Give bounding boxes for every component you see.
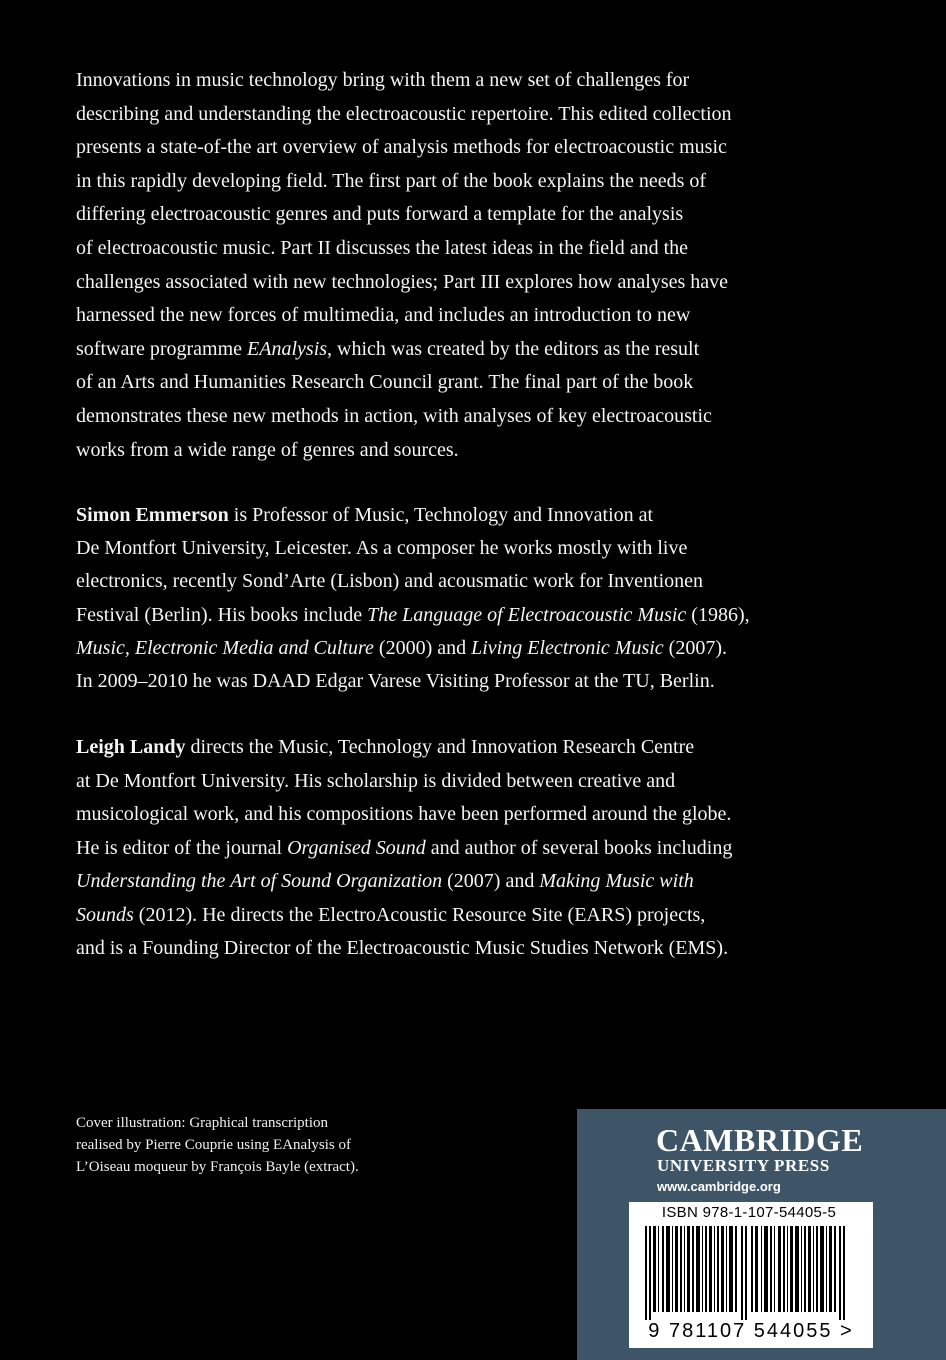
description-line xyxy=(76,333,876,367)
description-line: of an Arts and Humanities Research Council grant. The final part of the book xyxy=(76,371,694,394)
description-text: software programme xyxy=(76,337,248,360)
cover-illustration-credit xyxy=(76,1112,496,1178)
bio-text: He is editor of the journal xyxy=(76,836,288,859)
publisher-logo-press: UNIVERSITY PRESS xyxy=(657,1156,830,1175)
isbn-label: ISBN 978-1-107-54405-5 xyxy=(661,1204,837,1221)
bio-line: musicological work, and his compositions have been performed around the globe. xyxy=(76,803,732,825)
publisher-block xyxy=(577,1109,946,1360)
author-bio-emmerson xyxy=(76,499,876,698)
bio-text: Festival (Berlin). His books include xyxy=(76,603,368,626)
bio-line xyxy=(76,899,876,933)
description-text: , which was created by the editors as the result xyxy=(327,337,700,360)
bio-text: (2012). He directs the ElectroAcoustic Resource Site (EARS) projects, xyxy=(133,903,706,926)
bio-line: In 2009–2010 he was DAAD Edgar Varese Visiting Professor at the TU, Berlin. xyxy=(76,670,715,693)
description-line: demonstrates these new methods in action, with analyses of key electroacoustic xyxy=(76,404,712,427)
bio-line xyxy=(76,632,876,665)
credit-line: Cover illustration: Graphical transcription xyxy=(76,1115,329,1131)
book-title: Understanding the Art of Sound Organization xyxy=(76,870,443,892)
book-title: Making Music with xyxy=(539,870,694,892)
description-line: works from a wide range of genres and sources. xyxy=(76,438,459,461)
bio-line xyxy=(76,731,876,765)
author-name: Leigh Landy xyxy=(76,736,186,758)
publisher-url: www.cambridge.org xyxy=(657,1179,781,1194)
bio-line xyxy=(76,832,876,866)
bio-text: (2007) and xyxy=(442,870,540,892)
barcode-digits: 9 781107 544055 > xyxy=(648,1320,854,1342)
description-line: in this rapidly developing field. The first part of the book explains the needs of xyxy=(76,169,707,192)
bio-line xyxy=(76,865,876,899)
description-line: differing electroacoustic genres and puts forward a template for the analysis xyxy=(76,203,684,226)
author-bio-landy xyxy=(76,731,876,966)
bio-text: directs the Music, Technology and Innovation Research Centre xyxy=(185,736,695,758)
bio-line: and is a Founding Director of the Electroacoustic Music Studies Network (EMS). xyxy=(76,937,729,959)
bio-line: electronics, recently Sond’Arte (Lisbon) and acousmatic work for Inventionen xyxy=(76,570,704,593)
bio-text: is Professor of Music, Technology and Innovation at xyxy=(228,504,654,526)
credit-line: realised by Pierre Couprie using EAnalysis of xyxy=(76,1137,351,1153)
bio-text: (2007). xyxy=(663,636,727,659)
description-line: challenges associated with new technologies; Part III explores how analyses have xyxy=(76,270,729,293)
book-title: Sounds xyxy=(76,903,134,926)
barcode xyxy=(629,1202,873,1348)
bio-line: at De Montfort University. His scholarship is divided between creative and xyxy=(76,769,676,792)
bio-text: (2000) and xyxy=(373,636,472,659)
journal-title: Organised Sound xyxy=(287,836,426,859)
bio-text: (1986), xyxy=(686,603,750,626)
bio-line xyxy=(76,599,876,632)
barcode-icon xyxy=(635,1226,867,1320)
description-line: of electroacoustic music. Part II discusses the latest ideas in the field and the xyxy=(76,236,689,259)
description-line: describing and understanding the electroacoustic repertoire. This edited collection xyxy=(76,102,732,125)
author-name: Simon Emmerson xyxy=(76,504,229,526)
software-title: EAnalysis xyxy=(247,337,328,360)
description-line: harnessed the new forces of multimedia, and includes an introduction to new xyxy=(76,304,691,327)
book-title: Living Electronic Music xyxy=(471,636,664,659)
publisher-logo-name: CAMBRIDGE xyxy=(656,1122,864,1158)
book-title: Music, Electronic Media and Culture xyxy=(76,636,374,659)
book-title: The Language of Electroacoustic Music xyxy=(367,603,687,626)
description-line: Innovations in music technology bring with them a new set of challenges for xyxy=(76,69,690,91)
bio-line: De Montfort University, Leicester. As a composer he works mostly with live xyxy=(76,537,688,560)
bio-text: and author of several books including xyxy=(425,836,733,859)
description-line: presents a state-of-the art overview of analysis methods for electroacoustic music xyxy=(76,136,727,159)
book-description xyxy=(76,64,876,467)
bio-line xyxy=(76,499,876,532)
credit-line: L’Oiseau moqueur by François Bayle (extract). xyxy=(76,1159,359,1175)
